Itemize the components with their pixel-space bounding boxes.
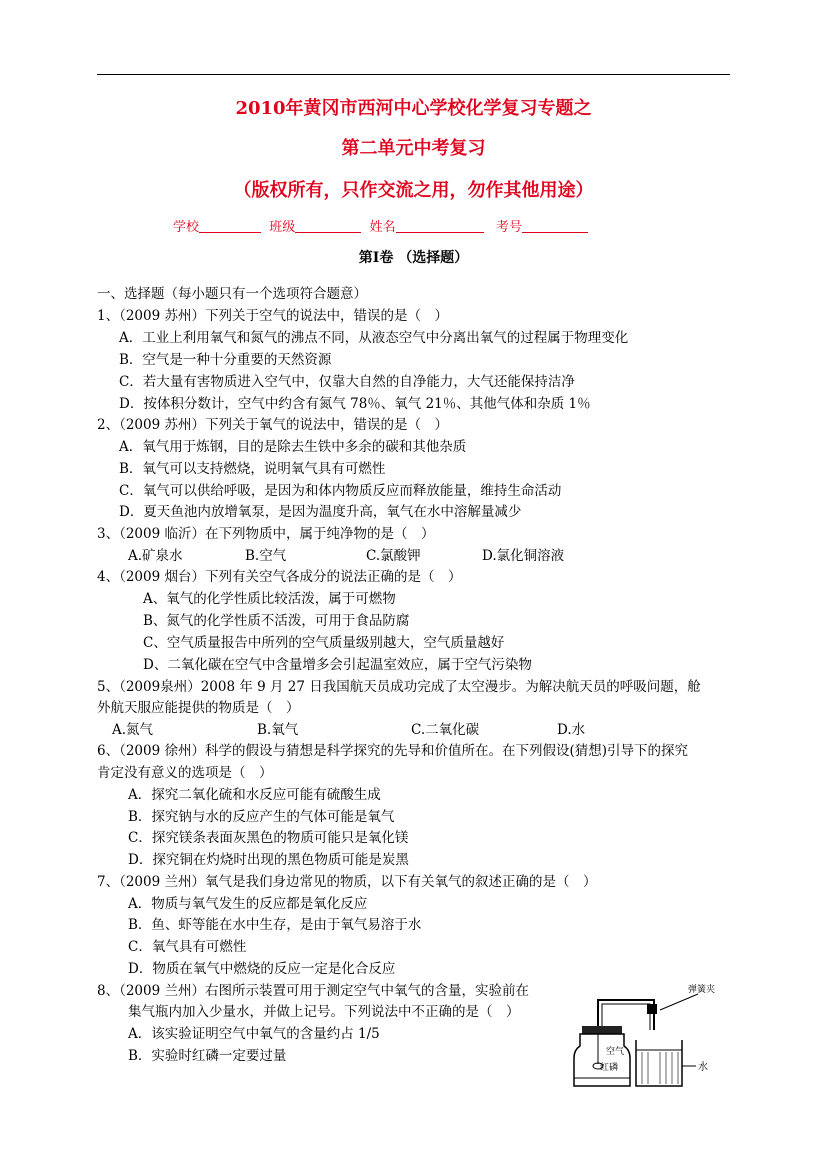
school-label: 学校 (173, 220, 200, 235)
q5-option-b: B.氧气 (257, 722, 299, 738)
doc-title-line1: 2010年黄冈市西河中心学校化学复习专题之 (235, 98, 592, 119)
water-label: 水 (698, 1062, 708, 1073)
q4-option-d: D、二氧化碳在空气中含量增多会引起温室效应，属于空气污染物 (143, 657, 532, 673)
q2-option-d: D．夏天鱼池内放增氧泵，是因为温度升高，氧气在水中溶解量减少 (119, 504, 522, 520)
q7-stem: 7、（2009 兰州）氧气是我们身边常见的物质，以下有关氧气的叙述正确的是（ ） (97, 874, 597, 890)
q7-option-c: C．氧气具有可燃性 (128, 939, 247, 955)
q3-option-a: A.矿泉水 (128, 548, 183, 564)
q4-stem: 4、（2009 烟台）下列有关空气各成分的说法正确的是（ ） (97, 569, 462, 585)
q6-stem-line2: 肯定没有意义的选项是（ ） (97, 765, 273, 781)
class-label: 班级 (269, 220, 296, 235)
q1-stem: 1、（2009 苏州）下列关于空气的说法中，错误的是（ ） (97, 308, 448, 324)
header-rule (97, 74, 730, 75)
oxygen-measurement-apparatus-figure (570, 980, 730, 1090)
q5-stem-line2: 外航天服应能提供的物质是（ ） (97, 700, 300, 716)
q7-option-b: B．鱼、虾等能在水中生存，是由于氧气易溶于水 (128, 917, 422, 933)
q1-option-b: B．空气是一种十分重要的天然资源 (119, 352, 332, 368)
q2-option-c: C．氧气可以供给呼吸，是因为和体内物质反应而释放能量，维持生命活动 (119, 483, 562, 499)
exam-number-label: 考号 (495, 220, 522, 235)
student-info-fields (173, 216, 588, 235)
q6-option-c: C．探究镁条表面灰黑色的物质可能只是氧化镁 (128, 830, 409, 846)
q1-option-a: A．工业上利用氧气和氮气的沸点不同，从液态空气中分离出氧气的过程属于物理变化 (119, 330, 629, 346)
q7-option-a: A．物质与氧气发生的反应都是氧化反应 (128, 896, 368, 912)
q5-option-d: D.水 (557, 722, 586, 738)
q8-stem-line1: 8、（2009 兰州）右图所示装置可用于测定空气中氧气的含量，实验前在 (97, 983, 529, 999)
volume-heading: 第Ⅰ卷 （选择题） (358, 250, 469, 266)
clamp-label: 弹簧夹 (688, 985, 716, 995)
doc-title-line2: 第二单元中考复习 (341, 138, 486, 159)
q2-option-b: B．氧气可以支持燃烧，说明氧气具有可燃性 (119, 461, 386, 477)
q2-option-a: A．氧气用于炼钢，目的是除去生铁中多余的碳和其他杂质 (119, 439, 467, 455)
q3-option-d: D.氯化铜溶液 (482, 548, 565, 564)
q3-option-c: C.氯酸钾 (366, 548, 421, 564)
q6-stem-line1: 6、（2009 徐州）科学的假设与猜想是科学探究的先导和价值所在。在下列假设(猜想)引导下的探究 (97, 743, 689, 759)
q5-stem-line1: 5、（2009泉州）2008 年 9 月 27 日我国航天员成功完成了太空漫步。为解决航天员的呼吸问题，舱 (97, 679, 701, 695)
exam-number-blank[interactable] (522, 218, 588, 233)
q3-option-b: B.空气 (245, 548, 287, 564)
q5-option-a: A.氮气 (112, 722, 154, 738)
q1-option-c: C．若大量有害物质进入空气中，仅靠大自然的自净能力，大气还能保持洁净 (119, 374, 575, 390)
q7-option-d: D．物质在氧气中燃烧的反应一定是化合反应 (128, 961, 396, 977)
name-label: 姓名 (369, 220, 396, 235)
q4-option-a: A、氧气的化学性质比较活泼，属于可燃物 (143, 591, 396, 607)
q8-option-b: B．实验时红磷一定要过量 (128, 1048, 287, 1064)
q4-option-c: C、空气质量报告中所列的空气质量级别越大，空气质量越好 (143, 635, 505, 651)
school-blank[interactable] (199, 218, 261, 233)
q8-stem-line2: 集气瓶内加入少量水，并做上记号。下列说法中不正确的是（ ） (128, 1004, 520, 1020)
water-beaker (636, 1040, 682, 1086)
name-blank[interactable] (396, 218, 484, 233)
q6-option-a: A．探究二氧化硫和水反应可能有硫酸生成 (128, 787, 381, 803)
air-label: 空气 (606, 1047, 625, 1057)
spring-clamp-icon (647, 1004, 657, 1014)
q1-option-d: D．按体积分数计，空气中约含有氮气 78％、氧气 21％、其他气体和杂质 1％ (119, 396, 591, 412)
class-blank[interactable] (295, 218, 361, 233)
doc-title-line3: （版权所有，只作交流之用，勿作其他用途） (233, 180, 594, 201)
q2-stem: 2、（2009 苏州）下列关于氧气的说法中，错误的是（ ） (97, 417, 448, 433)
section-heading: 一、选择题（每小题只有一个选项符合题意） (97, 286, 367, 302)
red-phosphorus-label: 红磷 (600, 1063, 619, 1073)
q6-option-b: B．探究钠与水的反应产生的气体可能是氧气 (128, 809, 395, 825)
q3-stem: 3、（2009 临沂）在下列物质中，属于纯净物的是（ ） (97, 526, 435, 542)
q8-option-a: A．该实验证明空气中氧气的含量约占 1/5 (128, 1026, 380, 1042)
q4-option-b: B、氮气的化学性质不活泼，可用于食品防腐 (143, 613, 410, 629)
q6-option-d: D．探究铜在灼烧时出现的黑色物质可能是炭黑 (128, 852, 409, 868)
q5-option-c: C.二氧化碳 (411, 722, 480, 738)
